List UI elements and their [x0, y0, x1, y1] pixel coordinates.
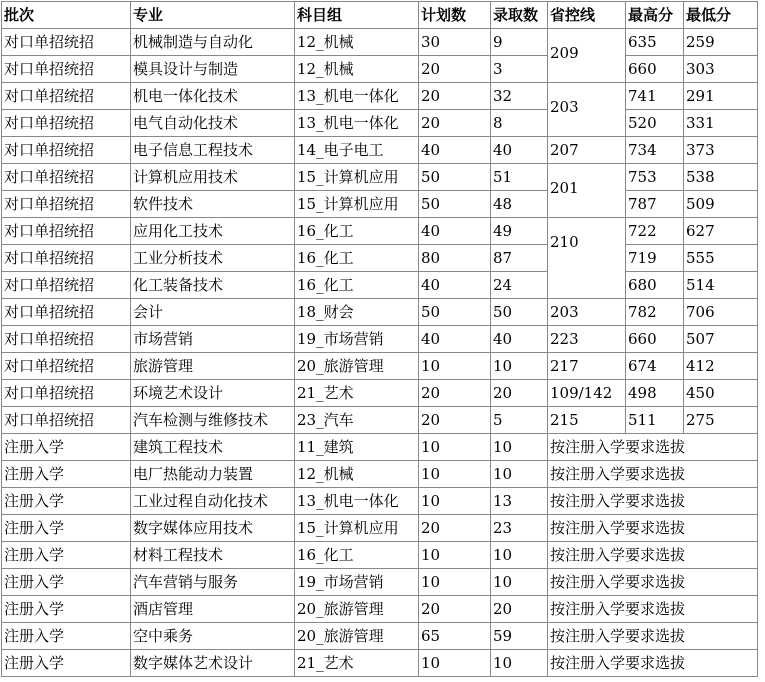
cell-min-score: 627 [684, 218, 758, 245]
cell-subject-group: 12_机械 [295, 29, 419, 56]
table-row [2, 218, 758, 245]
cell-major: 工业过程自动化技术 [131, 488, 295, 515]
cell-max-score: 660 [626, 326, 684, 353]
cell-plan-count: 10 [419, 353, 491, 380]
cell-control-line: 223 [548, 326, 626, 353]
table-row [2, 461, 758, 488]
header-control-line: 省控线 [548, 2, 626, 29]
cell-subject-group: 13_机电一体化 [295, 488, 419, 515]
header-batch: 批次 [2, 2, 131, 29]
cell-plan-count: 20 [419, 515, 491, 542]
table-row [2, 299, 758, 326]
cell-batch: 对口单招统招 [2, 29, 131, 56]
cell-plan-count: 20 [419, 110, 491, 137]
table-row [2, 326, 758, 353]
cell-admit-count: 49 [491, 218, 548, 245]
cell-batch: 注册入学 [2, 569, 131, 596]
cell-plan-count: 10 [419, 461, 491, 488]
cell-plan-count: 40 [419, 137, 491, 164]
cell-max-score: 674 [626, 353, 684, 380]
cell-plan-count: 10 [419, 569, 491, 596]
cell-batch: 对口单招统招 [2, 164, 131, 191]
cell-min-score: 373 [684, 137, 758, 164]
cell-batch: 对口单招统招 [2, 272, 131, 299]
cell-admit-count: 10 [491, 434, 548, 461]
cell-admit-count: 32 [491, 83, 548, 110]
cell-control-line [548, 83, 626, 137]
admission-table [1, 1, 758, 677]
cell-register-note: 按注册入学要求选拔 [548, 623, 758, 650]
cell-major: 化工装备技术 [131, 272, 295, 299]
cell-plan-count: 10 [419, 650, 491, 677]
cell-register-note: 按注册入学要求选拔 [548, 650, 758, 677]
cell-subject-group: 16_化工 [295, 272, 419, 299]
cell-major: 电气自动化技术 [131, 110, 295, 137]
cell-plan-count: 20 [419, 56, 491, 83]
cell-batch: 对口单招统招 [2, 407, 131, 434]
cell-major: 电厂热能动力装置 [131, 461, 295, 488]
cell-subject-group: 21_艺术 [295, 380, 419, 407]
header-max-score: 最高分 [626, 2, 684, 29]
cell-admit-count: 10 [491, 569, 548, 596]
cell-subject-group: 12_机械 [295, 56, 419, 83]
cell-plan-count: 40 [419, 326, 491, 353]
cell-batch: 对口单招统招 [2, 326, 131, 353]
cell-batch: 对口单招统招 [2, 191, 131, 218]
cell-admit-count: 20 [491, 380, 548, 407]
cell-subject-group: 21_艺术 [295, 650, 419, 677]
table-row [2, 623, 758, 650]
cell-admit-count: 59 [491, 623, 548, 650]
cell-batch: 注册入学 [2, 461, 131, 488]
cell-subject-group: 20_旅游管理 [295, 596, 419, 623]
cell-major: 材料工程技术 [131, 542, 295, 569]
cell-max-score: 787 [626, 191, 684, 218]
cell-admit-count: 10 [491, 353, 548, 380]
cell-register-note: 按注册入学要求选拔 [548, 434, 758, 461]
cell-min-score: 514 [684, 272, 758, 299]
table-row [2, 137, 758, 164]
cell-subject-group: 19_市场营销 [295, 326, 419, 353]
cell-min-score: 275 [684, 407, 758, 434]
table-row [2, 83, 758, 110]
cell-min-score: 538 [684, 164, 758, 191]
cell-batch: 注册入学 [2, 623, 131, 650]
cell-subject-group: 20_旅游管理 [295, 623, 419, 650]
cell-max-score: 734 [626, 137, 684, 164]
cell-batch: 对口单招统招 [2, 83, 131, 110]
cell-plan-count: 50 [419, 299, 491, 326]
cell-register-note: 按注册入学要求选拔 [548, 596, 758, 623]
table-row [2, 29, 758, 56]
cell-max-score: 753 [626, 164, 684, 191]
cell-control-line: 207 [548, 137, 626, 164]
cell-plan-count: 20 [419, 596, 491, 623]
cell-plan-count: 80 [419, 245, 491, 272]
cell-register-note: 按注册入学要求选拔 [548, 515, 758, 542]
cell-plan-count: 10 [419, 434, 491, 461]
cell-admit-count: 9 [491, 29, 548, 56]
table-row [2, 110, 758, 137]
cell-subject-group: 16_化工 [295, 218, 419, 245]
cell-admit-count: 87 [491, 245, 548, 272]
cell-min-score: 291 [684, 83, 758, 110]
cell-register-note: 按注册入学要求选拔 [548, 488, 758, 515]
cell-plan-count: 10 [419, 488, 491, 515]
cell-major: 计算机应用技术 [131, 164, 295, 191]
cell-plan-count: 40 [419, 272, 491, 299]
cell-admit-count: 10 [491, 461, 548, 488]
cell-admit-count: 50 [491, 299, 548, 326]
cell-max-score: 511 [626, 407, 684, 434]
cell-plan-count: 65 [419, 623, 491, 650]
cell-subject-group: 16_化工 [295, 542, 419, 569]
cell-min-score: 303 [684, 56, 758, 83]
cell-major: 软件技术 [131, 191, 295, 218]
cell-major: 市场营销 [131, 326, 295, 353]
cell-subject-group: 13_机电一体化 [295, 110, 419, 137]
cell-plan-count: 30 [419, 29, 491, 56]
cell-plan-count: 10 [419, 542, 491, 569]
cell-batch: 注册入学 [2, 542, 131, 569]
cell-major: 电子信息工程技术 [131, 137, 295, 164]
cell-batch: 对口单招统招 [2, 218, 131, 245]
cell-batch: 对口单招统招 [2, 353, 131, 380]
cell-max-score: 660 [626, 56, 684, 83]
cell-subject-group: 16_化工 [295, 245, 419, 272]
header-plan-count: 计划数 [419, 2, 491, 29]
table-row [2, 569, 758, 596]
cell-max-score: 719 [626, 245, 684, 272]
cell-major: 空中乘务 [131, 623, 295, 650]
cell-admit-count: 5 [491, 407, 548, 434]
control-line-value: 203 [550, 98, 579, 116]
cell-plan-count: 50 [419, 191, 491, 218]
cell-control-line: 109/142 [548, 380, 626, 407]
cell-register-note: 按注册入学要求选拔 [548, 542, 758, 569]
cell-admit-count: 3 [491, 56, 548, 83]
cell-batch: 注册入学 [2, 650, 131, 677]
cell-max-score: 741 [626, 83, 684, 110]
table-row [2, 56, 758, 83]
cell-major: 旅游管理 [131, 353, 295, 380]
control-line-value: 201 [550, 179, 579, 197]
cell-min-score: 555 [684, 245, 758, 272]
cell-plan-count: 20 [419, 83, 491, 110]
cell-max-score: 782 [626, 299, 684, 326]
cell-batch: 对口单招统招 [2, 299, 131, 326]
cell-admit-count: 48 [491, 191, 548, 218]
cell-control-line: 215 [548, 407, 626, 434]
cell-major: 机电一体化技术 [131, 83, 295, 110]
table-row [2, 380, 758, 407]
cell-max-score: 520 [626, 110, 684, 137]
cell-min-score: 259 [684, 29, 758, 56]
cell-major: 环境艺术设计 [131, 380, 295, 407]
cell-major: 数字媒体应用技术 [131, 515, 295, 542]
table-row [2, 191, 758, 218]
cell-max-score: 680 [626, 272, 684, 299]
control-line-value: 210 [550, 233, 579, 251]
header-row [2, 2, 758, 29]
cell-subject-group: 11_建筑 [295, 434, 419, 461]
cell-batch: 注册入学 [2, 515, 131, 542]
cell-min-score: 331 [684, 110, 758, 137]
cell-control-line [548, 29, 626, 83]
cell-subject-group: 18_财会 [295, 299, 419, 326]
cell-subject-group: 13_机电一体化 [295, 83, 419, 110]
table-row [2, 596, 758, 623]
cell-admit-count: 10 [491, 542, 548, 569]
cell-subject-group: 15_计算机应用 [295, 191, 419, 218]
cell-register-note: 按注册入学要求选拔 [548, 569, 758, 596]
cell-batch: 对口单招统招 [2, 56, 131, 83]
cell-subject-group: 23_汽车 [295, 407, 419, 434]
table-row [2, 245, 758, 272]
header-major: 专业 [131, 2, 295, 29]
cell-admit-count: 40 [491, 326, 548, 353]
table-row [2, 542, 758, 569]
table-row [2, 650, 758, 677]
cell-max-score: 498 [626, 380, 684, 407]
cell-admit-count: 23 [491, 515, 548, 542]
cell-control-line: 203 [548, 299, 626, 326]
cell-admit-count: 40 [491, 137, 548, 164]
cell-min-score: 507 [684, 326, 758, 353]
cell-major: 数字媒体艺术设计 [131, 650, 295, 677]
header-min-score: 最低分 [684, 2, 758, 29]
cell-max-score: 722 [626, 218, 684, 245]
cell-batch: 对口单招统招 [2, 137, 131, 164]
cell-control-line [548, 218, 626, 299]
cell-subject-group: 19_市场营销 [295, 569, 419, 596]
table-row [2, 407, 758, 434]
cell-subject-group: 14_电子电工 [295, 137, 419, 164]
cell-major: 会计 [131, 299, 295, 326]
cell-batch: 对口单招统招 [2, 245, 131, 272]
cell-admit-count: 24 [491, 272, 548, 299]
cell-plan-count: 20 [419, 380, 491, 407]
table-row [2, 272, 758, 299]
cell-min-score: 509 [684, 191, 758, 218]
cell-admit-count: 8 [491, 110, 548, 137]
cell-subject-group: 20_旅游管理 [295, 353, 419, 380]
cell-subject-group: 12_机械 [295, 461, 419, 488]
cell-major: 建筑工程技术 [131, 434, 295, 461]
table-row [2, 515, 758, 542]
cell-plan-count: 20 [419, 407, 491, 434]
cell-major: 汽车营销与服务 [131, 569, 295, 596]
cell-min-score: 412 [684, 353, 758, 380]
cell-major: 酒店管理 [131, 596, 295, 623]
cell-min-score: 450 [684, 380, 758, 407]
cell-major: 工业分析技术 [131, 245, 295, 272]
cell-batch: 对口单招统招 [2, 110, 131, 137]
header-subject-group: 科目组 [295, 2, 419, 29]
cell-admit-count: 13 [491, 488, 548, 515]
cell-admit-count: 10 [491, 650, 548, 677]
table-row [2, 488, 758, 515]
header-admit-count: 录取数 [491, 2, 548, 29]
cell-register-note: 按注册入学要求选拔 [548, 461, 758, 488]
cell-major: 机械制造与自动化 [131, 29, 295, 56]
table-row [2, 434, 758, 461]
table-row [2, 164, 758, 191]
cell-batch: 对口单招统招 [2, 380, 131, 407]
cell-major: 汽车检测与维修技术 [131, 407, 295, 434]
table-row [2, 353, 758, 380]
cell-control-line: 217 [548, 353, 626, 380]
cell-admit-count: 20 [491, 596, 548, 623]
cell-max-score: 635 [626, 29, 684, 56]
cell-control-line [548, 164, 626, 218]
cell-batch: 注册入学 [2, 434, 131, 461]
cell-admit-count: 51 [491, 164, 548, 191]
cell-subject-group: 15_计算机应用 [295, 164, 419, 191]
cell-batch: 注册入学 [2, 596, 131, 623]
cell-major: 应用化工技术 [131, 218, 295, 245]
control-line-value: 209 [550, 44, 579, 62]
cell-plan-count: 50 [419, 164, 491, 191]
cell-plan-count: 40 [419, 218, 491, 245]
cell-subject-group: 15_计算机应用 [295, 515, 419, 542]
cell-min-score: 706 [684, 299, 758, 326]
table-body [2, 29, 758, 677]
cell-major: 模具设计与制造 [131, 56, 295, 83]
cell-batch: 注册入学 [2, 488, 131, 515]
